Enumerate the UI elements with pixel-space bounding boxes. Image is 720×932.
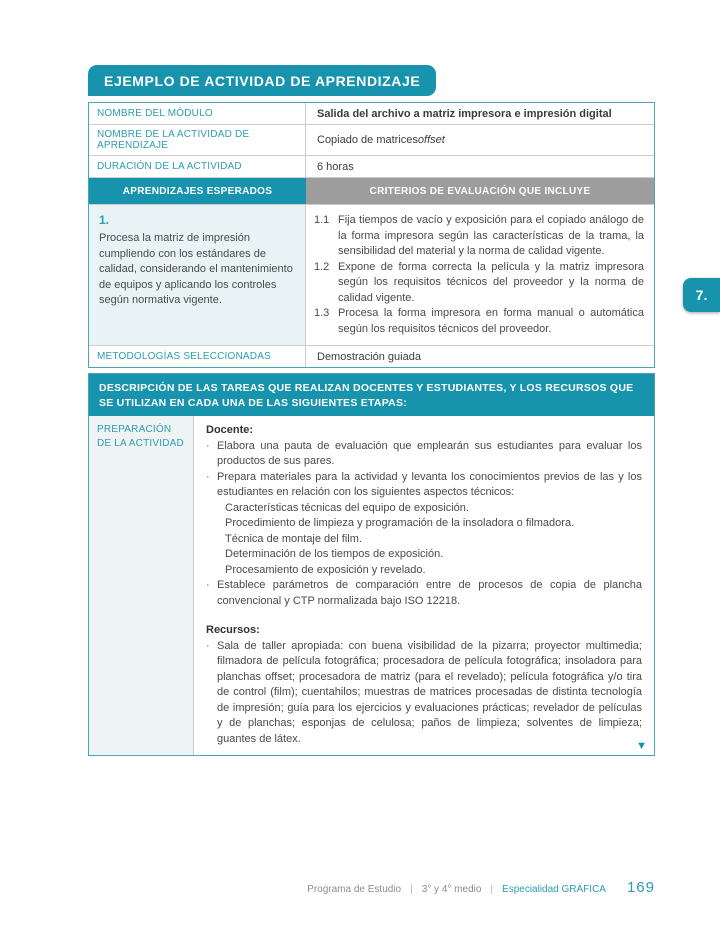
stage-content: [194, 416, 654, 755]
tasks-table: [88, 373, 655, 756]
row-value: [306, 125, 654, 155]
recursos-bullet: [206, 639, 642, 748]
learning-number: 1.: [99, 213, 110, 227]
criteria-cell: [306, 205, 654, 345]
criteria-number: 1.3: [314, 307, 330, 319]
description-band: DESCRIPCIÓN DE LAS TAREAS QUE REALIZAN DOCENTES Y ESTUDIANTES, Y LOS RECURSOS QUE SE UTILIZAN EN CADA UNA DE LAS SIGUIENTES ETAPAS:: [89, 374, 654, 416]
row-value: Demostración guiada: [317, 350, 421, 363]
bullet-text: Elabora una pauta de evaluación que emplearán sus estudiantes para evaluar los productos de sus pares.: [217, 439, 642, 467]
criteria-text: Procesa la forma impresora en forma manual o automática según los requisitos técnicos del proveedor.: [338, 307, 644, 335]
bullet-text: Prepara materiales para la actividad y levanta los conocimientos previos de las y los estudiantes en relación con los siguientes aspectos técnicos:: [217, 470, 642, 498]
footer-program: Programa de Estudio: [307, 884, 402, 895]
criteria-text: Fija tiempos de vacío y exposición para el copiado análogo de la forma impresora según las características de la trama, la sensibilidad del material y la norma de calidad vigente.: [338, 214, 644, 257]
learning-text: Procesa la matriz de impresión cumpliendo con los estándares de calidad, considerando el mantenimiento de equipos y aplicando los controles según normativa vigente.: [99, 232, 293, 306]
table-row-methodologies: [89, 346, 654, 367]
row-value-italic: offset: [417, 134, 445, 146]
footer-separator: |: [410, 884, 413, 895]
row-value-text: Copiado de matrices: [317, 134, 418, 146]
table-row-activity-name: [89, 125, 654, 156]
stage-label: PREPARACIÓN DE LA ACTIVIDAD: [89, 416, 194, 755]
row-value: Salida del archivo a matriz impresora e impresión digital: [317, 107, 612, 120]
bullet-icon: ·: [206, 579, 210, 591]
criteria-text: Expone de forma correcta la película y la matriz impresora según los requisitos técnicos del proveedor y la norma de calidad vigente.: [338, 260, 644, 304]
page-number: 169: [626, 879, 655, 896]
table-row-preparation: [89, 416, 654, 755]
bullet-icon: ·: [206, 470, 210, 483]
criteria-item: [314, 306, 644, 337]
table-row-duration: [89, 156, 654, 178]
list-item: Características técnicas del equipo de exposición.: [225, 501, 469, 514]
docente-bullet: [206, 439, 642, 470]
footer-grade: 3° y 4° medio: [421, 884, 482, 895]
docente-heading: Docente:: [206, 424, 254, 436]
row-label: DURACIÓN DE LA ACTIVIDAD: [89, 156, 306, 177]
activity-title: EJEMPLO DE ACTIVIDAD DE APRENDIZAJE: [88, 65, 436, 96]
page-content: [88, 65, 655, 756]
bullet-icon: ·: [206, 439, 210, 452]
bullet-icon: ·: [206, 639, 210, 652]
table-row-learning: [89, 205, 654, 346]
chapter-tab-label: 7.: [695, 287, 708, 303]
technical-aspects-list: [225, 501, 642, 579]
table-row-module: [89, 103, 654, 125]
docente-bullet: [206, 470, 642, 501]
row-label: NOMBRE DE LA ACTIVIDAD DE APRENDIZAJE: [89, 125, 306, 155]
learning-cell: [89, 205, 306, 345]
column-header-criterios: CRITERIOS DE EVALUACIÓN QUE INCLUYE: [306, 178, 654, 204]
list-item: Procesamiento de exposición y revelado.: [225, 563, 426, 576]
recursos-heading: Recursos:: [206, 624, 260, 636]
bullet-text: Sala de taller apropiada: con buena visibilidad de la pizarra; proyector multimedia; filmadora de película fotográfica; procesadora de película fotográfica; insoladora para planchas offset; procesadora de matriz (para el revelado); película fotográfica y/o tira de control (film); cuentahilos; muestras de matrices procesadas de distinta tecnología de impresión; guía para los ejercicios y evaluaciones prácticas; revelador de películas y de planchas; esponjas de celulosa; paños de limpieza; solventes de limpieza; guantes de látex.: [217, 639, 642, 745]
list-item: Técnica de montaje del film.: [225, 532, 362, 545]
page-footer: [307, 879, 655, 896]
column-header-aprendizajes: APRENDIZAJES ESPERADOS: [89, 178, 306, 204]
footer-separator: |: [490, 884, 494, 895]
criteria-number: 1.2: [314, 260, 330, 273]
criteria-item: [314, 260, 644, 307]
list-item: Procedimiento de limpieza y programación de la insoladora o filmadora.: [225, 517, 575, 529]
docente-bullet: [206, 578, 642, 609]
list-item: Determinación de los tiempos de exposición.: [225, 548, 444, 560]
activity-info-table: [88, 102, 655, 368]
row-value: 6 horas: [317, 160, 354, 173]
chapter-tab: [683, 278, 720, 312]
continuation-arrow-icon: ▼: [636, 740, 647, 752]
bullet-text: Establece parámetros de comparación entre de procesos de copia de plancha convencional y CTP normalizada bajo ISO 12218.: [217, 579, 642, 607]
table-header-row: [89, 178, 654, 205]
row-label: NOMBRE DEL MÓDULO: [89, 103, 306, 124]
criteria-item: [314, 213, 644, 260]
footer-specialty: Especialidad GRÁFICA: [502, 884, 606, 895]
criteria-number: 1.1: [314, 214, 330, 226]
row-label: METODOLOGÍAS SELECCIONADAS: [89, 346, 306, 367]
